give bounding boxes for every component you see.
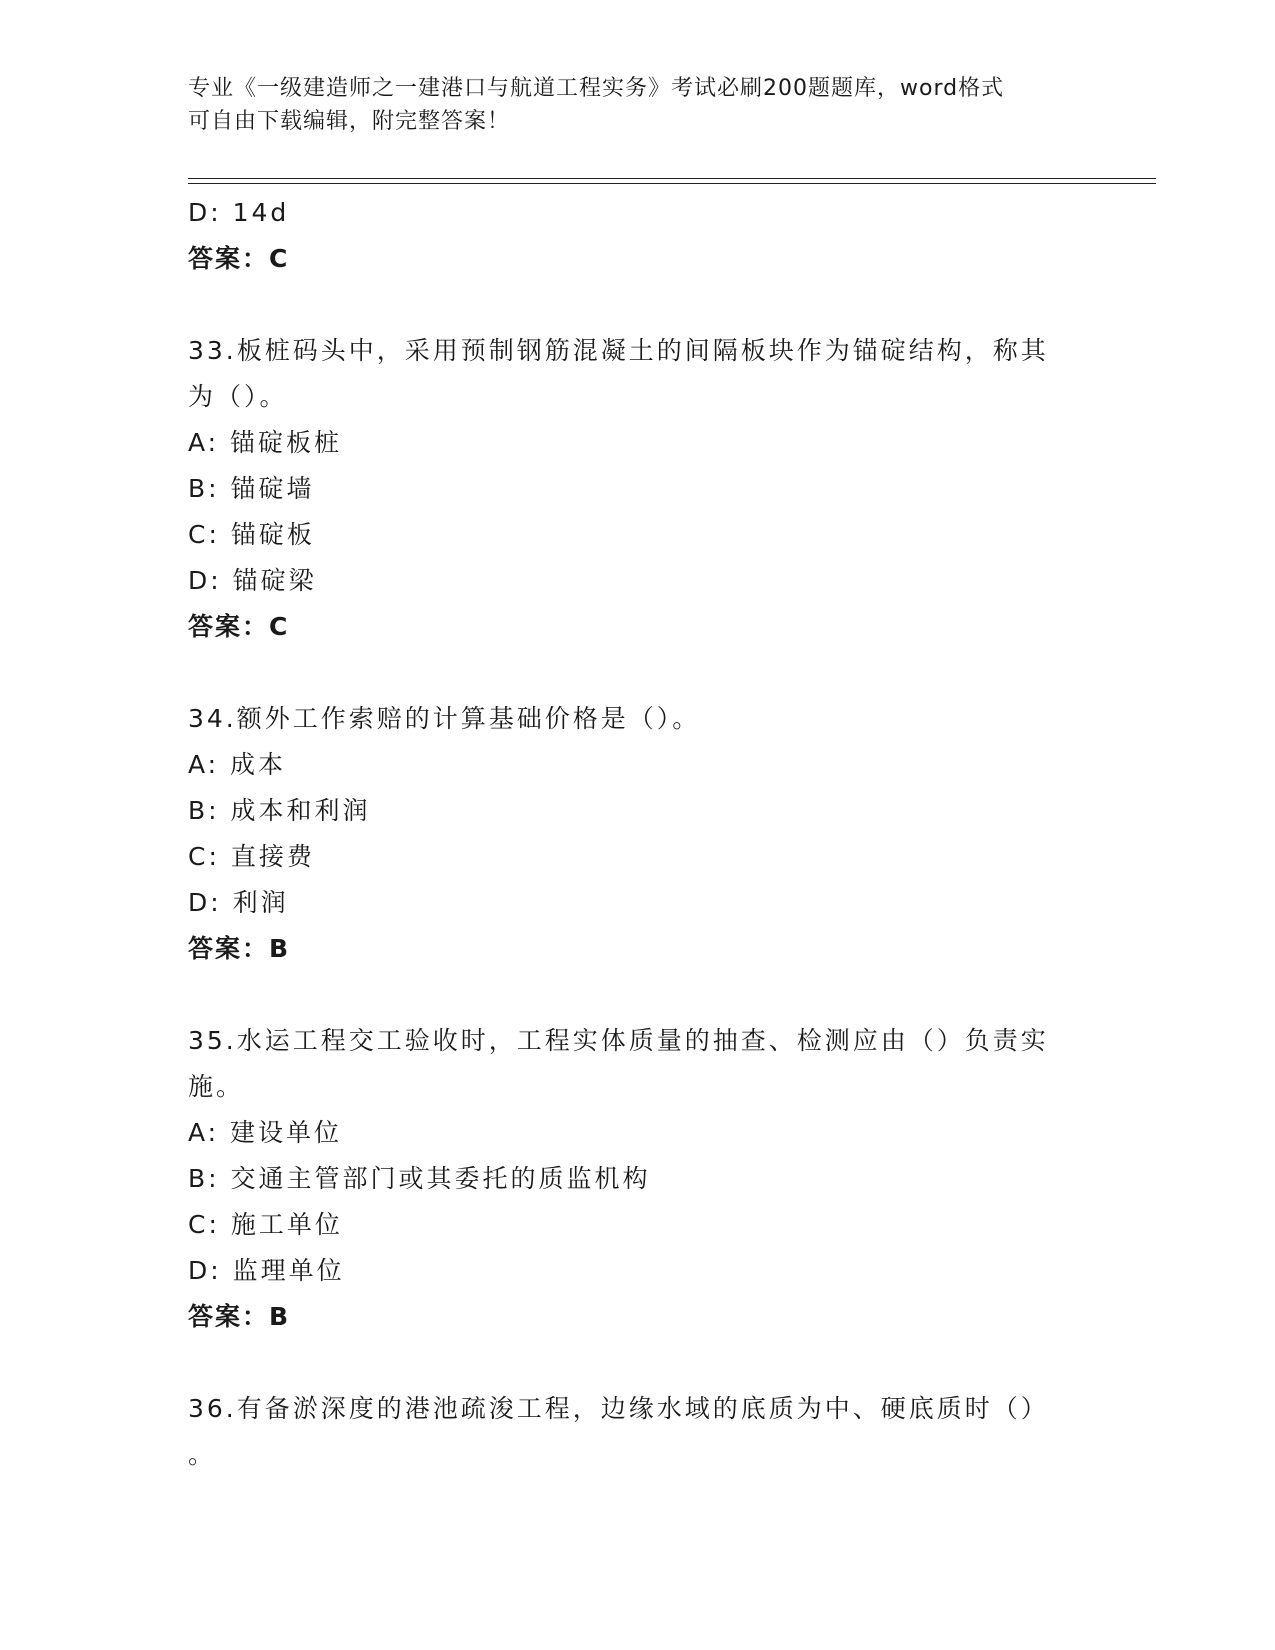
question-stem-cont: 为（）。	[188, 382, 288, 411]
option-c: C: 施工单位	[188, 1210, 343, 1239]
answer: 答案：C	[188, 612, 290, 641]
question-34	[188, 696, 1088, 972]
option-a: A: 建设单位	[188, 1118, 343, 1147]
header-line-2: 可自由下载编辑，附完整答案！	[188, 109, 511, 134]
question-35	[188, 1018, 1088, 1340]
question-stem: 34.额外工作索赔的计算基础价格是（）。	[188, 704, 701, 733]
answer: 答案：B	[188, 1302, 291, 1331]
question-stem: 35.水运工程交工验收时，工程实体质量的抽查、检测应由（）负责实	[188, 1026, 1049, 1055]
option-b: B: 成本和利润	[188, 796, 371, 825]
option-d: D: 锚碇梁	[188, 566, 317, 595]
header-divider-top	[188, 178, 1156, 179]
document-header	[188, 72, 1088, 138]
option-b: B: 交通主管部门或其委托的质监机构	[188, 1164, 651, 1193]
answer: 答案：B	[188, 934, 291, 963]
option-b: B: 锚碇墙	[188, 474, 315, 503]
question-stem-cont: 施。	[188, 1072, 245, 1101]
option-a: A: 成本	[188, 750, 287, 779]
prev-answer: 答案：C	[188, 244, 290, 273]
question-33	[188, 328, 1088, 650]
option-d: D: 监理单位	[188, 1256, 345, 1285]
document-body	[188, 190, 1088, 1478]
option-c: C: 直接费	[188, 842, 315, 871]
header-line-1: 专业《一级建造师之一建港口与航道工程实务》考试必刷200题题库，word格式	[188, 76, 1005, 101]
question-stem-cont: 。	[188, 1440, 217, 1469]
question-stem: 33.板桩码头中，采用预制钢筋混凝土的间隔板块作为锚碇结构，称其	[188, 336, 1049, 365]
option-d: D: 利润	[188, 888, 289, 917]
question-stem: 36.有备淤深度的港池疏浚工程，边缘水域的底质为中、硬底质时（）	[188, 1394, 1049, 1423]
prev-option-d: D: 14d	[188, 198, 290, 227]
header-divider-bottom	[188, 183, 1156, 184]
option-a: A: 锚碇板桩	[188, 428, 343, 457]
question-36	[188, 1386, 1088, 1478]
option-c: C: 锚碇板	[188, 520, 315, 549]
